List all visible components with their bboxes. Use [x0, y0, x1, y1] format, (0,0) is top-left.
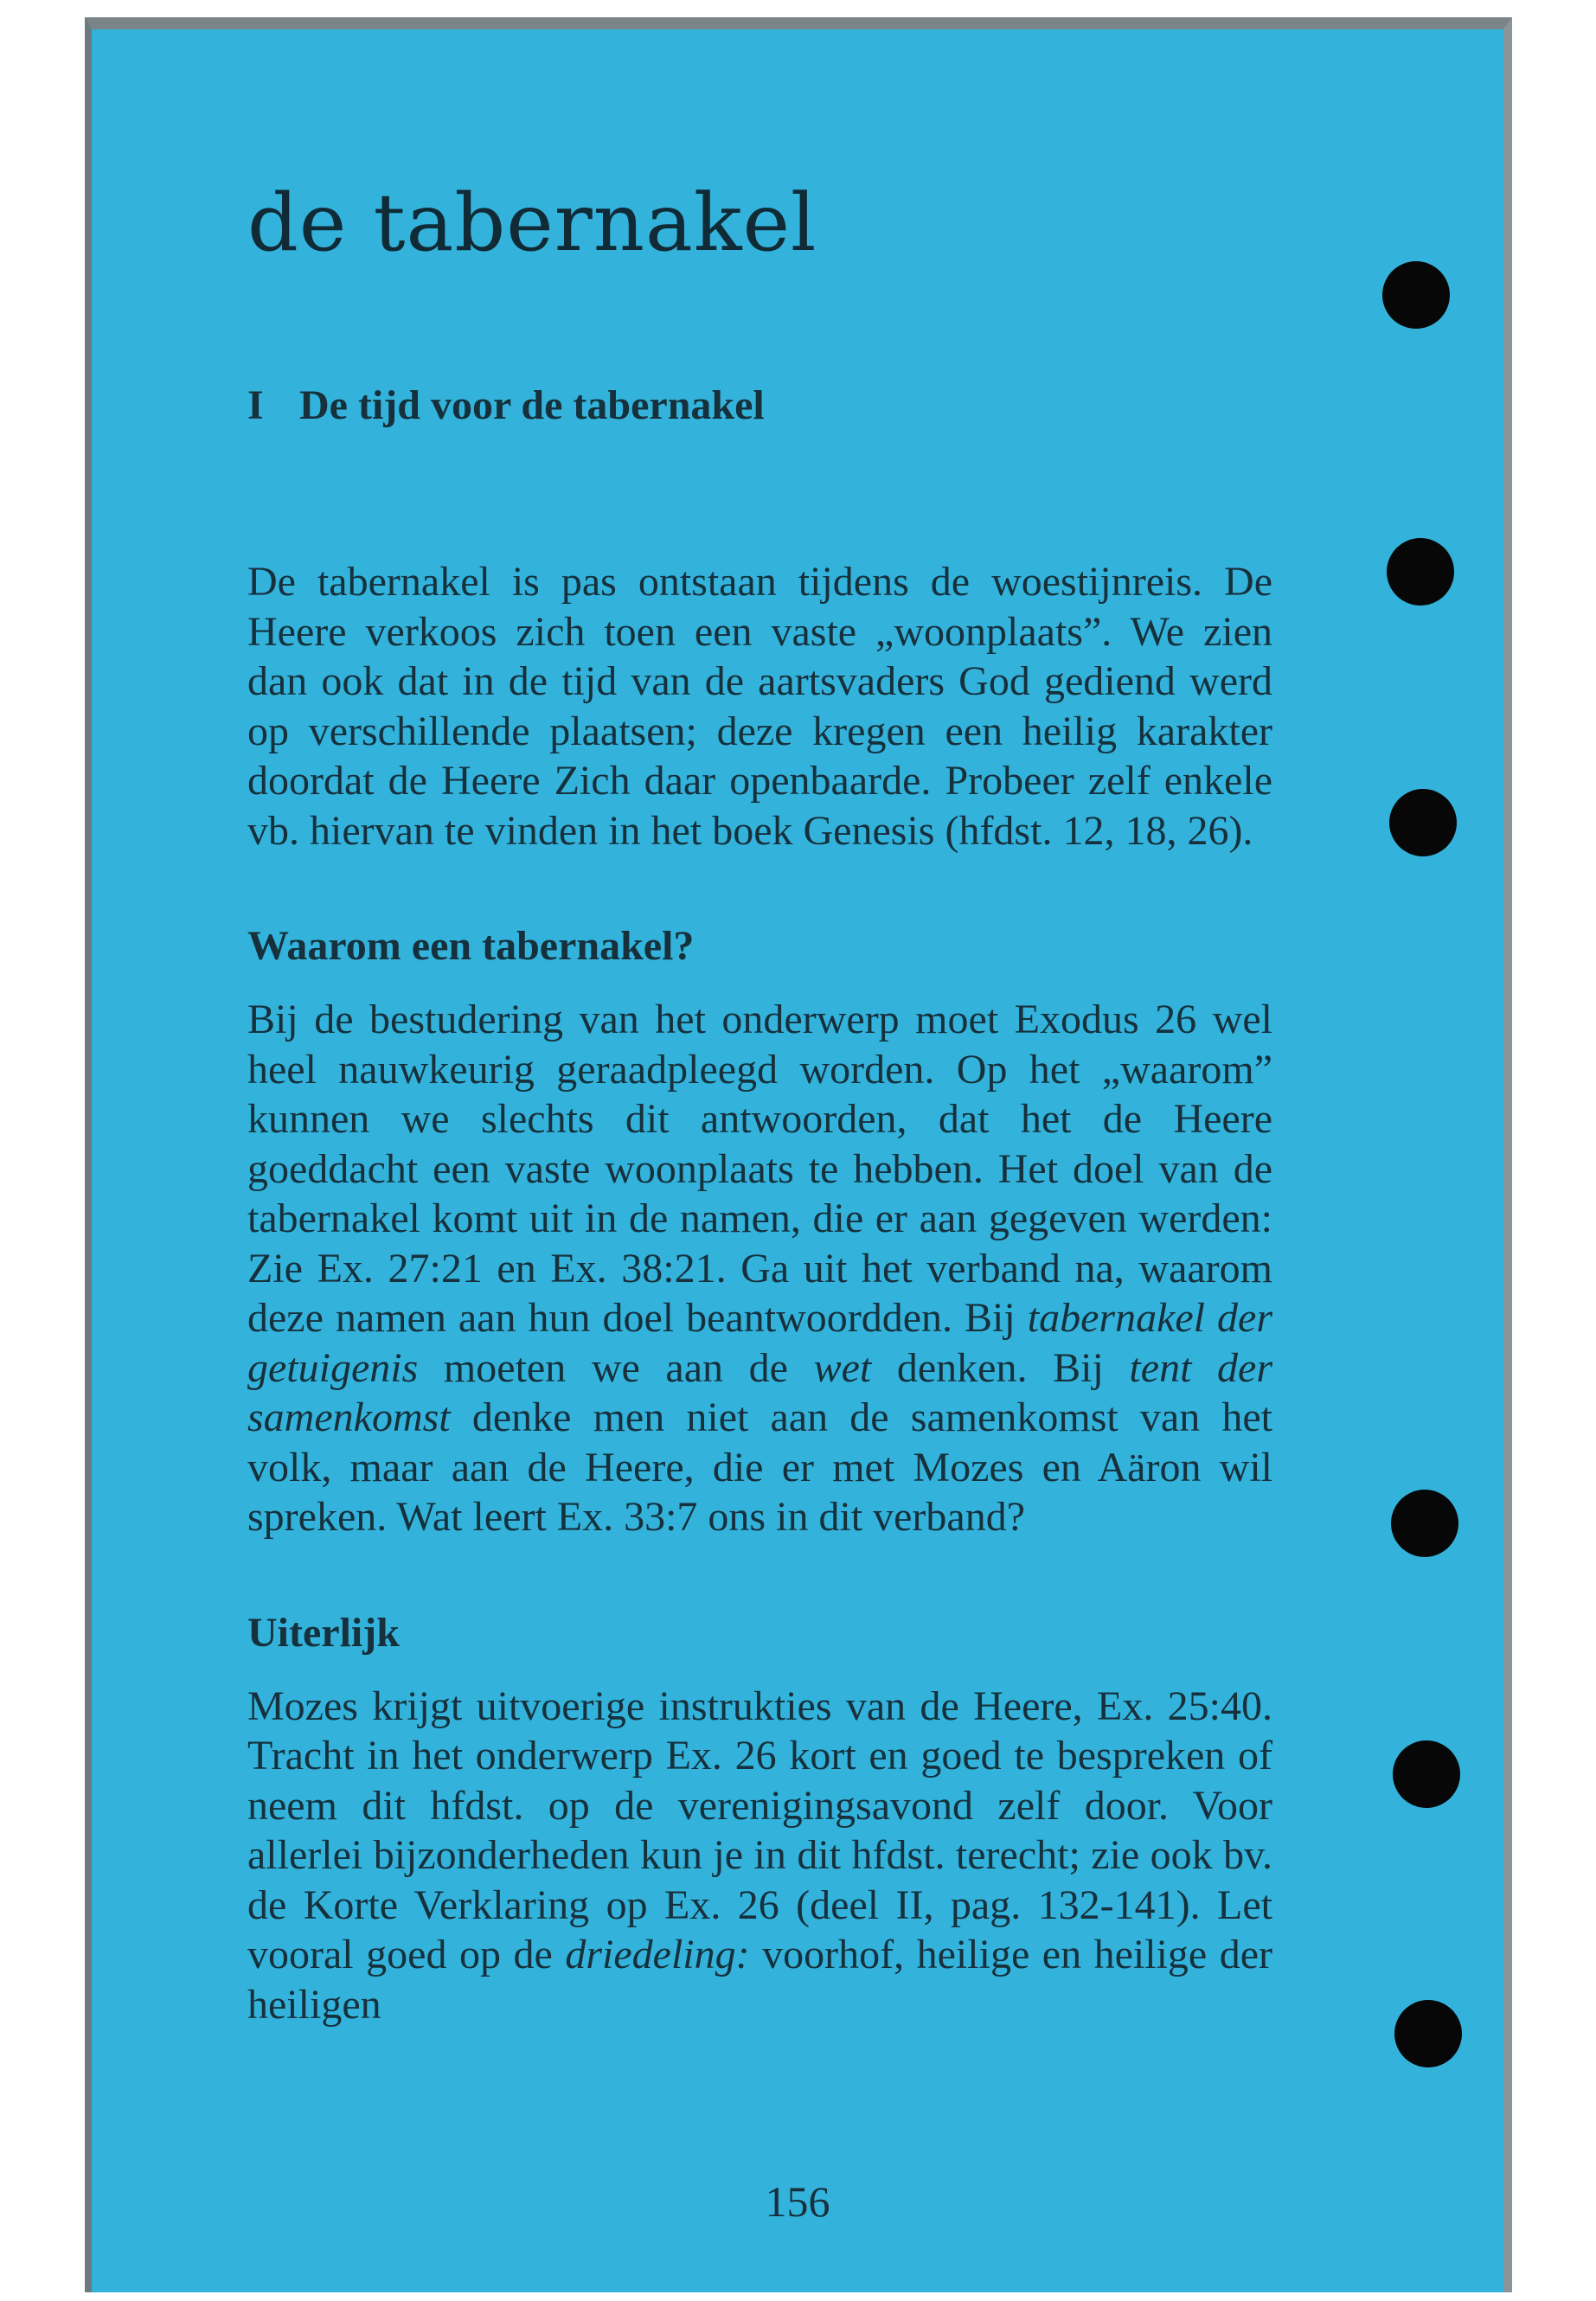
body-text — [247, 380, 1272, 2029]
emphasis-wet: wet — [813, 1344, 872, 1391]
emphasis-samenkomst: tent der samenkomst — [247, 1344, 1273, 1440]
page-number: 156 — [765, 2177, 830, 2226]
paragraph-1: De tabernakel is pas ontstaan tijdens de woestijnreis. De Heere verkoos zich toen een vaste „woonplaats”. We zien dan ook dat in de tijd van de aartsvaders God gediend werd op verschillende plaatsen; deze kregen een heilig karakter doordat de Heere Zich daar openbaarde. Probeer zelf enkele vb. hiervan te vinden in het boek Genesis (hfdst. 12, 18, 26). — [247, 559, 1272, 854]
section-number: I — [247, 382, 264, 428]
punch-hole-2 — [1387, 538, 1454, 606]
section-heading-2: Waarom een tabernakel? — [247, 923, 695, 969]
emphasis-driedeling: driedeling: — [565, 1932, 750, 1977]
punch-hole-6 — [1394, 2000, 1462, 2067]
page-title: de tabernakel — [247, 176, 817, 269]
punch-hole-4 — [1391, 1490, 1458, 1557]
section-heading-3: Uiterlijk — [247, 1609, 400, 1656]
section-heading-1-label: De tijd voor de tabernakel — [299, 382, 765, 428]
paragraph-2: Bij de bestudering van het onderwerp moet Exodus 26 wel heel nauwkeurig geraadpleegd worden. Op het „waarom” kunnen we slechts dit antwoorden, dat het de Heere goeddacht een vaste woonplaats te hebben. Het doel van de tabernakel komt uit in de namen, die er aan gegeven werden: Zie Ex. 27:21 en Ex. 38:21. Ga uit het verband na, waarom deze namen aan hun doel beantwoordden. Bij tabernakel der getuigenis moeten we aan de wet denken. Bij tent der samenkomst denke men niet aan de samenkomst van het volk, maar aan de Heere, die er met Mozes en Aäron wil spreken. Wat leert Ex. 33:7 ons in dit verband? — [247, 997, 1273, 1540]
paragraph-3: Mozes krijgt uitvoerige instrukties van de Heere, Ex. 25:40. Tracht in het onderwerp Ex. 26 kort en goed te bespreken of neem dit hfdst. op de verenigingsavond zelf door. Voor allerlei bijzonderheden kun je in dit hfdst. terecht; zie ook bv. de Korte Verklaring op Ex. 26 (deel II, pag. 132-141). Let vooral goed op de driedeling: voorhof, heilige en heilige der heiligen — [247, 1682, 1273, 2028]
emphasis-getuigenis: tabernakel der getuigenis — [247, 1295, 1273, 1391]
punch-hole-5 — [1393, 1740, 1460, 1808]
punch-hole-3 — [1389, 789, 1457, 856]
punch-hole-1 — [1382, 261, 1450, 329]
page-sheet — [85, 17, 1512, 2292]
section-heading-1 — [247, 380, 1272, 432]
